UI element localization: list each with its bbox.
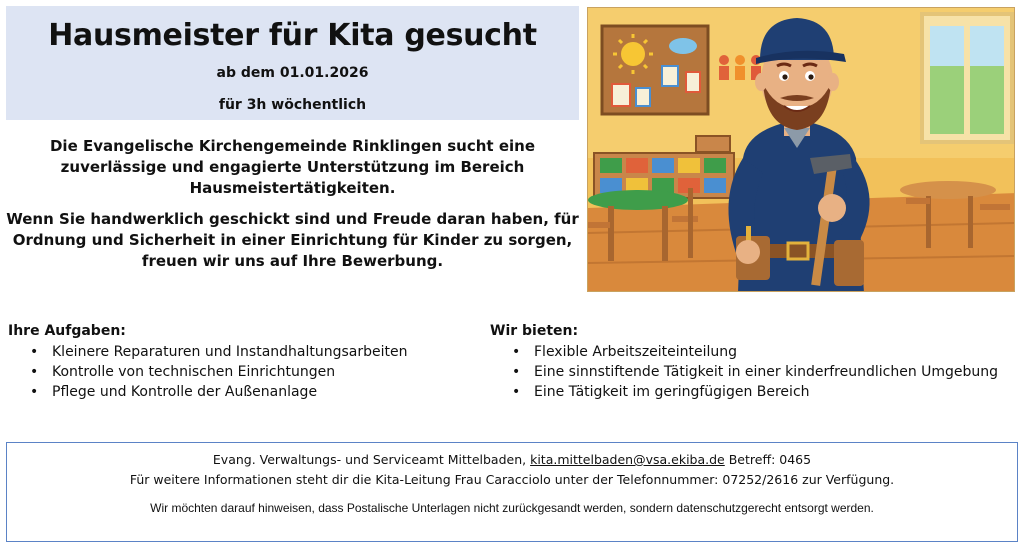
list-item: • Pflege und Kontrolle der Außenanlage xyxy=(30,382,478,402)
contact-prefix: Evang. Verwaltungs- und Serviceamt Mittelbaden, xyxy=(212,452,527,467)
list-item: • Eine Tätigkeit im geringfügigen Bereich xyxy=(512,382,1020,402)
job-title: Hausmeister für Kita gesucht xyxy=(48,18,537,53)
tasks-list xyxy=(8,342,478,402)
contact-line xyxy=(7,451,1017,469)
list-item: • Flexible Arbeitszeiteinteilung xyxy=(512,342,1020,362)
contact-footer xyxy=(6,442,1018,542)
list-item: • Eine sinnstiftende Tätigkeit in einer kinderfreundlichen Umgebung xyxy=(512,362,1020,382)
offer-list xyxy=(490,342,1020,402)
intro-text xyxy=(6,136,579,272)
list-item: • Kleinere Reparaturen und Instandhaltungsarbeiten xyxy=(30,342,478,362)
caretaker-illustration-icon xyxy=(587,7,1015,292)
intro-paragraph-1: Die Evangelische Kirchengemeinde Rinklingen sucht eine zuverlässige und engagierte Unterstützung im Bereich Hausmeistertätigkeiten. xyxy=(49,137,535,197)
offer-heading: Wir bieten: xyxy=(490,323,579,339)
header-box xyxy=(6,6,579,120)
start-date: ab dem 01.01.2026 xyxy=(216,65,369,81)
intro-paragraph-2: Wenn Sie handwerklich geschickt sind und Freude daran haben, für Ordnung und Sicherheit in einer Einrichtung für Kinder zu sorgen, freuen wir uns auf Ihre Bewerbung. xyxy=(6,210,579,270)
tasks-heading: Ihre Aufgaben: xyxy=(8,323,126,339)
reference-text: Betreff: 0465 xyxy=(728,452,812,467)
list-item: • Kontrolle von technischen Einrichtungen xyxy=(30,362,478,382)
offer-section xyxy=(490,323,1020,402)
privacy-notice: Wir möchten darauf hinweisen, dass Postalische Unterlagen nicht zurückgesandt werden, sondern datenschutzgerecht entsorgt werden. xyxy=(150,501,874,515)
email-link[interactable]: kita.mittelbaden@vsa.ekiba.de xyxy=(530,452,725,467)
info-line: Für weitere Informationen steht dir die Kita-Leitung Frau Caracciolo unter der Telefonnummer: 07252/2616 zur Verfügung. xyxy=(129,472,895,487)
tasks-section xyxy=(8,323,478,402)
working-hours: für 3h wöchentlich xyxy=(218,97,367,113)
